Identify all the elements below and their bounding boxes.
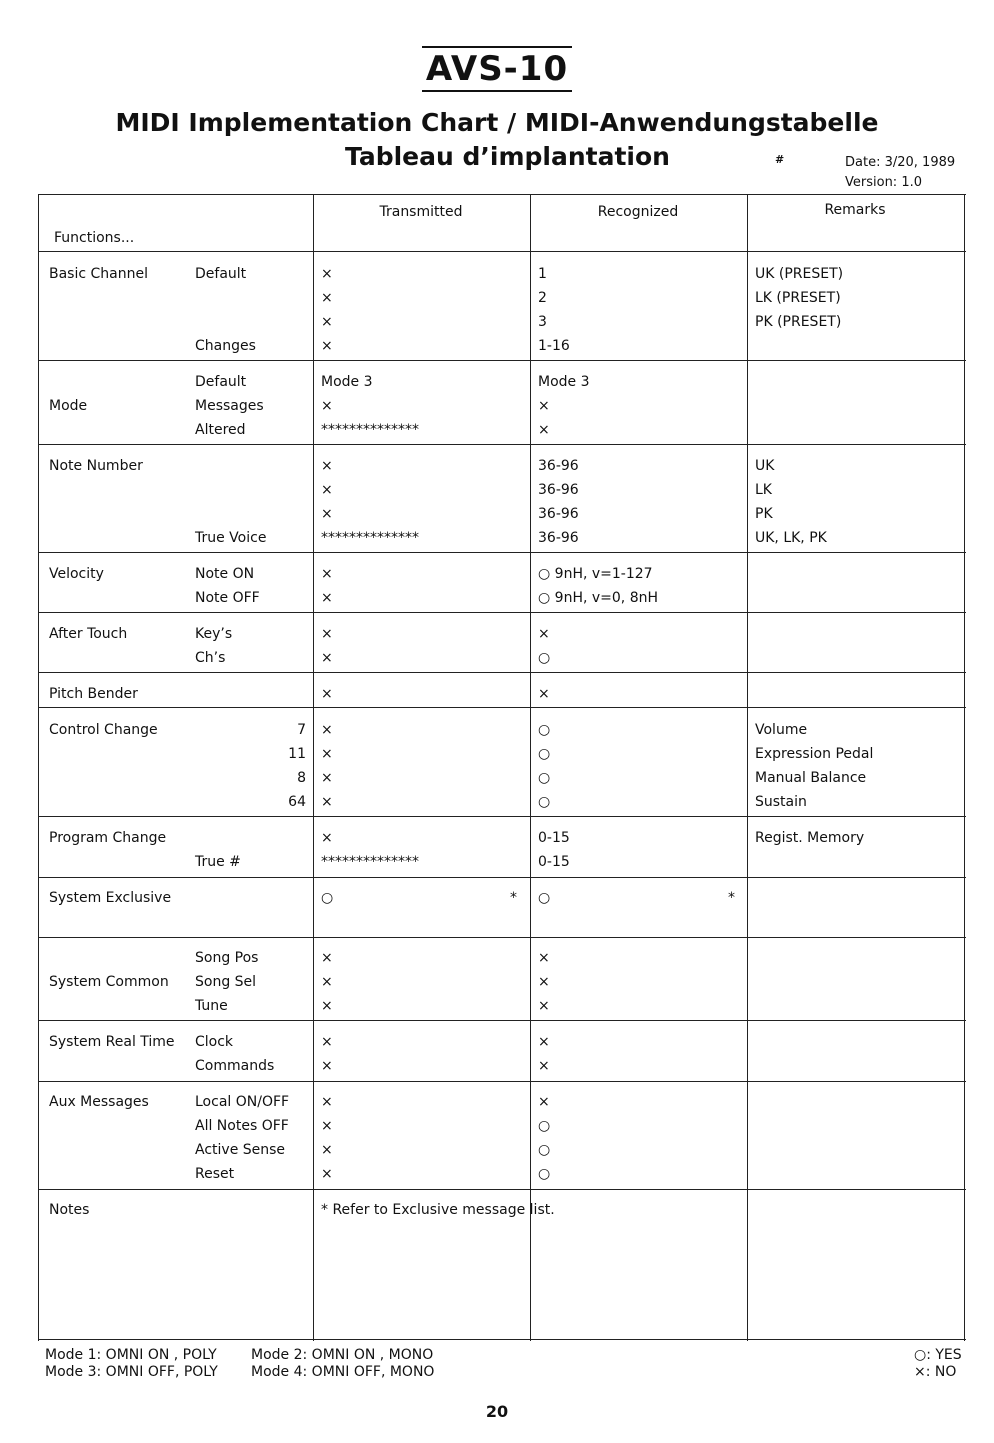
column-divider-remarks [747,194,748,1341]
control-number: 7 [297,722,306,738]
transmitted-cell: ○ [321,890,334,906]
recognized-cell: 0-15 [538,854,570,870]
recognized-cell: × [538,422,550,438]
transmitted-cell: × [321,398,333,414]
control-number: 8 [297,770,306,786]
recognized-cell: ○ [538,1142,551,1158]
row-divider [38,672,966,673]
remarks-cell: UK, LK, PK [755,530,827,546]
legend-yes: ○: YES [914,1347,962,1363]
recognized-cell: × [538,1058,550,1074]
recognized-cell: 3 [538,314,547,330]
row-divider [38,1189,966,1190]
transmitted-cell: × [321,314,333,330]
recognized-cell: 2 [538,290,547,306]
transmitted-cell: × [321,1118,333,1134]
recognized-cell: ○ 9nH, v=1-127 [538,566,653,582]
midi-chart-table [38,194,966,1341]
recognized-cell: ○ [538,890,551,906]
transmitted-cell: × [321,458,333,474]
function-sub-label: Default [195,266,247,282]
recognized-cell: × [538,1034,550,1050]
table-border-bottom [38,1339,966,1340]
transmitted-cell: × [321,266,333,282]
recognized-cell: ○ [538,722,551,738]
function-sub-label: Messages [195,398,264,414]
function-sub-label: Altered [195,422,246,438]
function-sub-label: True # [195,854,241,870]
chart-title: MIDI Implementation Chart / MIDI-Anwendungstabelle [115,108,879,137]
recognized-cell: ○ [538,746,551,762]
transmitted-header: Transmitted [379,204,463,220]
transmitted-cell: × [321,830,333,846]
recognized-cell: 1 [538,266,547,282]
recognized-cell: × [538,974,550,990]
legend-no: ×: NO [914,1364,957,1380]
function-sub-label: True Voice [195,530,267,546]
transmitted-cell: × [321,650,333,666]
function-sub-label: Key’s [195,626,233,642]
function-sub-label: Tune [195,998,228,1014]
table-border-top [38,194,966,195]
transmitted-cell: × [321,482,333,498]
control-number: 11 [288,746,306,762]
recognized-cell: ○ [538,650,551,666]
remarks-cell: PK (PRESET) [755,314,842,330]
function-group-label: Notes [49,1202,90,1218]
function-group-label: Program Change [49,830,167,846]
function-sub-label: Clock [195,1034,234,1050]
transmitted-cell: × [321,1166,333,1182]
function-sub-label: Ch’s [195,650,226,666]
function-group-label: Mode [49,398,88,414]
transmitted-cell: ************** [321,530,419,546]
model-title [0,46,994,92]
transmitted-cell: ************** [321,854,419,870]
recognized-cell: × [538,998,550,1014]
function-group-label: Velocity [49,566,104,582]
function-group-label: After Touch [49,626,128,642]
row-divider [38,360,966,361]
recognized-cell: ○ [538,794,551,810]
legend-mode3: Mode 3: OMNI OFF, POLY [45,1364,218,1380]
row-divider [38,707,966,708]
recognized-cell: 0-15 [538,830,570,846]
row-divider [38,444,966,445]
function-sub-label: Song Sel [195,974,257,990]
recognized-cell: 36-96 [538,482,579,498]
row-divider [38,1081,966,1082]
function-sub-label: Active Sense [195,1142,286,1158]
remarks-cell: UK [755,458,775,474]
remarks-cell: PK [755,506,773,522]
recognized-cell: × [538,626,550,642]
transmitted-cell: × [321,590,333,606]
remarks-cell: Expression Pedal [755,746,874,762]
transmitted-cell: × [321,746,333,762]
recognized-cell: × [538,950,550,966]
row-divider [38,552,966,553]
page-number: 20 [485,1402,509,1421]
transmitted-cell: × [321,794,333,810]
table-border-right [964,194,965,1341]
recognized-asterisk: * [728,890,735,906]
remarks-cell: LK [755,482,772,498]
row-divider [38,612,966,613]
remarks-cell: UK (PRESET) [755,266,844,282]
transmitted-cell: × [321,974,333,990]
transmitted-cell: × [321,998,333,1014]
function-group-label: System Real Time [49,1034,175,1050]
transmitted-cell: × [321,722,333,738]
model-name: AVS-10 [422,46,572,92]
column-divider-recognized [530,194,531,1341]
transmitted-cell: × [321,338,333,354]
function-group-label: System Common [49,974,169,990]
recognized-cell: 36-96 [538,506,579,522]
recognized-cell: 36-96 [538,530,579,546]
transmitted-cell: × [321,506,333,522]
version-label: Version: 1.0 [845,175,922,190]
transmitted-cell: × [321,290,333,306]
transmitted-cell: Mode 3 [321,374,373,390]
transmitted-cell: × [321,1034,333,1050]
remarks-cell: Regist. Memory [755,830,865,846]
function-sub-label: All Notes OFF [195,1118,289,1134]
function-sub-label: Commands [195,1058,275,1074]
recognized-cell: × [538,398,550,414]
recognized-cell: × [538,686,550,702]
function-sub-label: Default [195,374,247,390]
recognized-cell: 1-16 [538,338,570,354]
transmitted-cell: ************** [321,422,419,438]
recognized-cell: ○ [538,770,551,786]
table-border-left [38,194,39,1341]
legend-mode4: Mode 4: OMNI OFF, MONO [251,1364,435,1380]
transmitted-cell: × [321,1142,333,1158]
function-sub-label: Reset [195,1166,235,1182]
function-group-label: System Exclusive [49,890,172,906]
recognized-cell: Mode 3 [538,374,590,390]
transmitted-cell: × [321,770,333,786]
function-group-label: Control Change [49,722,158,738]
legend-mode1: Mode 1: OMNI ON , POLY [45,1347,217,1363]
function-sub-label: Song Pos [195,950,259,966]
function-sub-label: Local ON/OFF [195,1094,290,1110]
date-version-block [845,153,955,193]
date-label: Date: 3/20, 1989 [845,155,956,170]
column-divider-transmitted [313,194,314,1341]
transmitted-cell: × [321,1058,333,1074]
transmitted-cell: × [321,1094,333,1110]
hash-mark: # [775,153,785,166]
function-sub-label: Note ON [195,566,255,582]
function-sub-label: Note OFF [195,590,260,606]
transmitted-cell: × [321,950,333,966]
function-group-label: Aux Messages [49,1094,149,1110]
recognized-header: Recognized [597,204,679,220]
recognized-cell: ○ [538,1118,551,1134]
control-number: 64 [288,794,306,810]
row-divider [38,877,966,878]
functions-header: Functions... [54,230,135,246]
recognized-cell: × [538,1094,550,1110]
header-divider [38,251,966,252]
transmitted-asterisk: * [510,890,517,906]
transmitted-cell: × [321,686,333,702]
remarks-header: Remarks [824,202,886,218]
remarks-cell: Manual Balance [755,770,867,786]
function-group-label: Basic Channel [49,266,148,282]
recognized-cell: ○ 9nH, v=0, 8nH [538,590,659,606]
function-group-label: Note Number [49,458,143,474]
transmitted-cell: × [321,626,333,642]
transmitted-cell: * Refer to Exclusive message list. [321,1202,555,1218]
chart-title-french: Tableau d’implantation [345,142,670,171]
row-divider [38,816,966,817]
remarks-cell: Sustain [755,794,807,810]
recognized-cell: ○ [538,1166,551,1182]
function-sub-label: Changes [195,338,256,354]
recognized-cell: 36-96 [538,458,579,474]
row-divider [38,937,966,938]
remarks-cell: Volume [755,722,808,738]
remarks-cell: LK (PRESET) [755,290,841,306]
transmitted-cell: × [321,566,333,582]
row-divider [38,1020,966,1021]
function-group-label: Pitch Bender [49,686,138,702]
legend-mode2: Mode 2: OMNI ON , MONO [251,1347,434,1363]
